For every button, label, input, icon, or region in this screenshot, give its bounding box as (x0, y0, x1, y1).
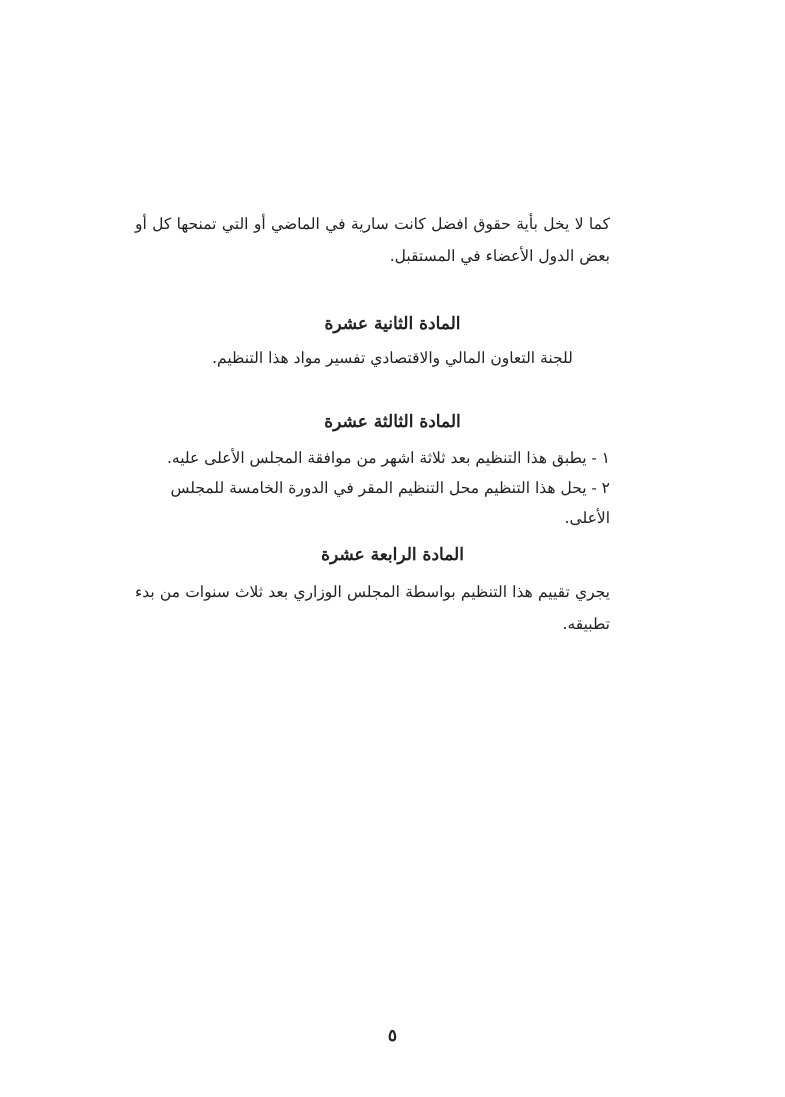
article-13-item-1: ١ - يطبق هذا التنظيم بعد ثلاثة اشهر من موافقة المجلس الأعلى عليه. (166, 449, 610, 467)
article-13-heading: المادة الثالثة عشرة (324, 412, 461, 432)
page-number: ٥ (387, 1026, 398, 1046)
article-14-text: يجري تقييم هذا التنظيم بواسطة المجلس الوزاري بعد ثلاث سنوات من بدء تطبيقه. (135, 583, 610, 633)
intro-paragraph: كما لا يخل بأية حقوق افضل كانت سارية في الماضي أو التي تمنحها كل أو بعض الدول الأعضاء في المستقبل. (135, 215, 610, 265)
article-12-heading: المادة الثانية عشرة (324, 314, 461, 334)
article-13-item-2: ٢ - يحل هذا التنظيم محل التنظيم المقر في الدورة الخامسة للمجلس الأعلى. (170, 479, 610, 527)
article-12-text: للجنة التعاون المالي والاقتصادي تفسير مواد هذا التنظيم. (212, 349, 573, 367)
article-14-heading: المادة الرابعة عشرة (321, 545, 464, 565)
article-13-list (135, 443, 610, 533)
